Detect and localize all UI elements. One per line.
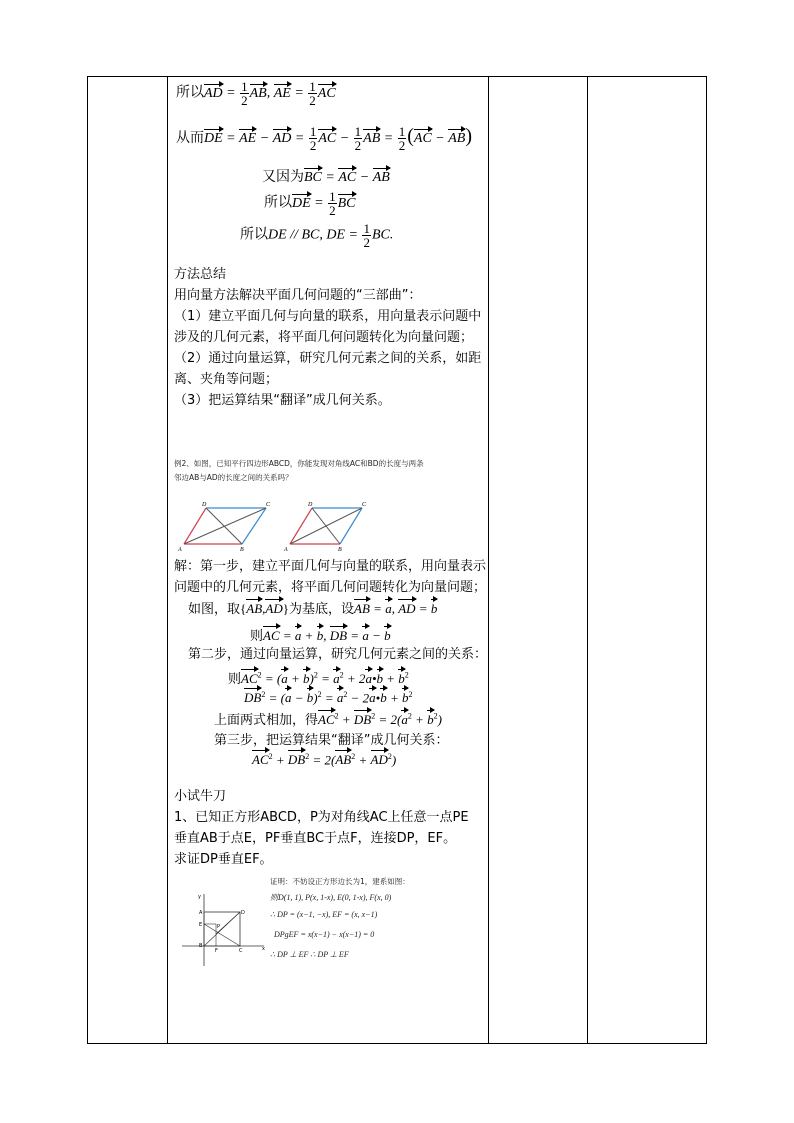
fig2-label-c: C (362, 502, 367, 508)
proof-line-1-prefix: 所以 (176, 84, 204, 101)
practice-proof-line-4: DPgEF = x(x−1) − x(x−1) = 0 (274, 930, 375, 939)
practice-problem-line-2: 垂直AB于点E，PF垂直BC于点F，连接DP，EF。 (174, 831, 457, 846)
proof-line-5-prefix: 所以 (240, 226, 268, 243)
parallelogram-figure-right (283, 502, 367, 553)
practice-problem-line-1: 1、已知正方形ABCD，P为对角线AC上任意一点PE (174, 810, 469, 825)
practice-section (174, 786, 486, 870)
square-coordinate-figure (178, 890, 268, 970)
basis-mid: 为基底，设 (289, 602, 355, 617)
proof-line-5: 所以DE // BC, DE = $\frac{1}{2}$ BC. (240, 221, 394, 250)
fig1-label-a: A (178, 547, 182, 553)
practice-problem-line-3: 求证DP垂直EF。 (174, 852, 273, 867)
solution-conclusion: $AC^2 + DB^2 = 2(AB^2 + AD^2)$ (252, 752, 397, 768)
proof-line-4-prefix: 所以 (264, 194, 292, 211)
practice-proof-line-3: ∴ DP = (x−1, −x), EF = (x, x−1) (270, 910, 378, 919)
fig1-label-c: C (266, 502, 271, 508)
proof-line-3: 又因为BC = AC − AB (262, 169, 390, 185)
proof-line-2: 从而DE = AE − AD = $\frac{1}{2}$ AC − $\frac{1}{2}$ AB = $\frac{1}{2}$ (AC − AB) (176, 124, 473, 154)
basis-prefix: 如图，取 (188, 602, 241, 617)
method-step-3: （3）把运算结果“翻译”成几何关系。 (174, 393, 391, 408)
fig-label-y: y (198, 894, 201, 900)
method-heading: 方法总结 (174, 267, 227, 282)
solution-ac-squared: 则$AC^2 = (a + b)^2 = a^2$ + 2a•b + $b^2$ (228, 670, 409, 687)
table-column-divider (167, 76, 168, 1044)
fig2-label-b: B (338, 547, 342, 553)
fig-label-f: F (215, 948, 218, 954)
method-step-1: （1）建立平面几何与向量的联系，用向量表示问题中涉及的几何元素，将平面几何问题转化为向量问题； (174, 309, 482, 345)
table-column-divider (488, 76, 489, 1044)
then-prefix: 则 (250, 629, 264, 644)
solution-sum-line: 上面两式相加，得$AC^2 + DB^2 = 2(a^2 + b^2)$ (214, 711, 442, 728)
proof-line-4: 所以DE = $\frac{1}{2}$ BC (264, 189, 356, 218)
solution-basis-line: 如图，取{AB,AD}为基底，设AB = a, AD = b (188, 601, 438, 617)
add-prefix: 上面两式相加，得 (214, 713, 319, 728)
solution-step-1-line-2: 问题中的几何元素，将平面几何问题转化为向量问题； (174, 580, 487, 595)
method-step-2: （2）通过向量运算，研究几何元素之间的关系，如距离、夹角等问题； (174, 351, 482, 387)
proof-line-1: 所以AD = $\frac{1}{2}$ AB, AE = $\frac{1}{2}$ AC (176, 79, 336, 108)
proof-line-2-prefix: 从而 (176, 130, 204, 146)
fig-label-c: C (239, 948, 243, 954)
parallelogram-figure-left (177, 502, 271, 553)
step2-then: 则 (228, 672, 242, 687)
parallelogram-figures (174, 498, 374, 554)
practice-proof-line-1: 证明：不妨设正方形边长为1，建系如图： (270, 877, 410, 886)
fig-label-e: E (199, 922, 203, 928)
solution-db-squared: $DB^2 = (a - b)^2 = a^2$ − 2a•b + $b^2$ (244, 690, 413, 706)
fig-label-p: P (217, 924, 221, 930)
practice-proof-line-5: ∴ DP ⊥ EF ∴ DP ⊥ EF (270, 950, 349, 959)
fig2-label-a: A (284, 547, 288, 553)
solution-step-1-line-1: 解：第一步，建立平面几何与向量的联系，用向量表示 (174, 559, 487, 574)
example2-question-line-1: 例2、如图，已知平行四边形ABCD，你能发现对角线AC和BD的长度与两条 (174, 459, 424, 468)
method-intro: 用向量方法解决平面几何问题的“三部曲”： (174, 288, 422, 303)
fig1-label-b: B (240, 547, 244, 553)
practice-heading: 小试牛刀 (174, 789, 227, 804)
solution-step-2: 第二步，通过向量运算，研究几何元素之间的关系： (188, 647, 488, 662)
proof-line-5-end: BC. (371, 227, 394, 243)
fig-label-x: x (262, 946, 265, 952)
solution-diagonals-line: 则AC = a + b, DB = a − b (250, 628, 391, 644)
fig2-label-d: D (308, 502, 313, 508)
solution-step-3: 第三步，把运算结果“翻译”成几何关系： (214, 733, 449, 748)
fig-label-b: B (199, 943, 203, 949)
example2-question-line-2: 邻边AB与AD的长度之间的关系吗？ (174, 473, 293, 482)
table-column-divider (587, 76, 588, 1044)
proof-line-3-prefix: 又因为 (262, 169, 304, 185)
proof-line-5-tail: DE // BC, DE = (268, 227, 362, 243)
fig-label-a: A (199, 910, 203, 916)
fig1-label-d: D (202, 502, 207, 508)
fig-label-d: D (241, 910, 245, 916)
practice-proof-line-2: 则D(1, 1), P(x, 1-x), E(0, 1-x), F(x, 0) (270, 893, 392, 902)
solution-step-1 (174, 556, 486, 598)
method-summary (174, 264, 486, 411)
